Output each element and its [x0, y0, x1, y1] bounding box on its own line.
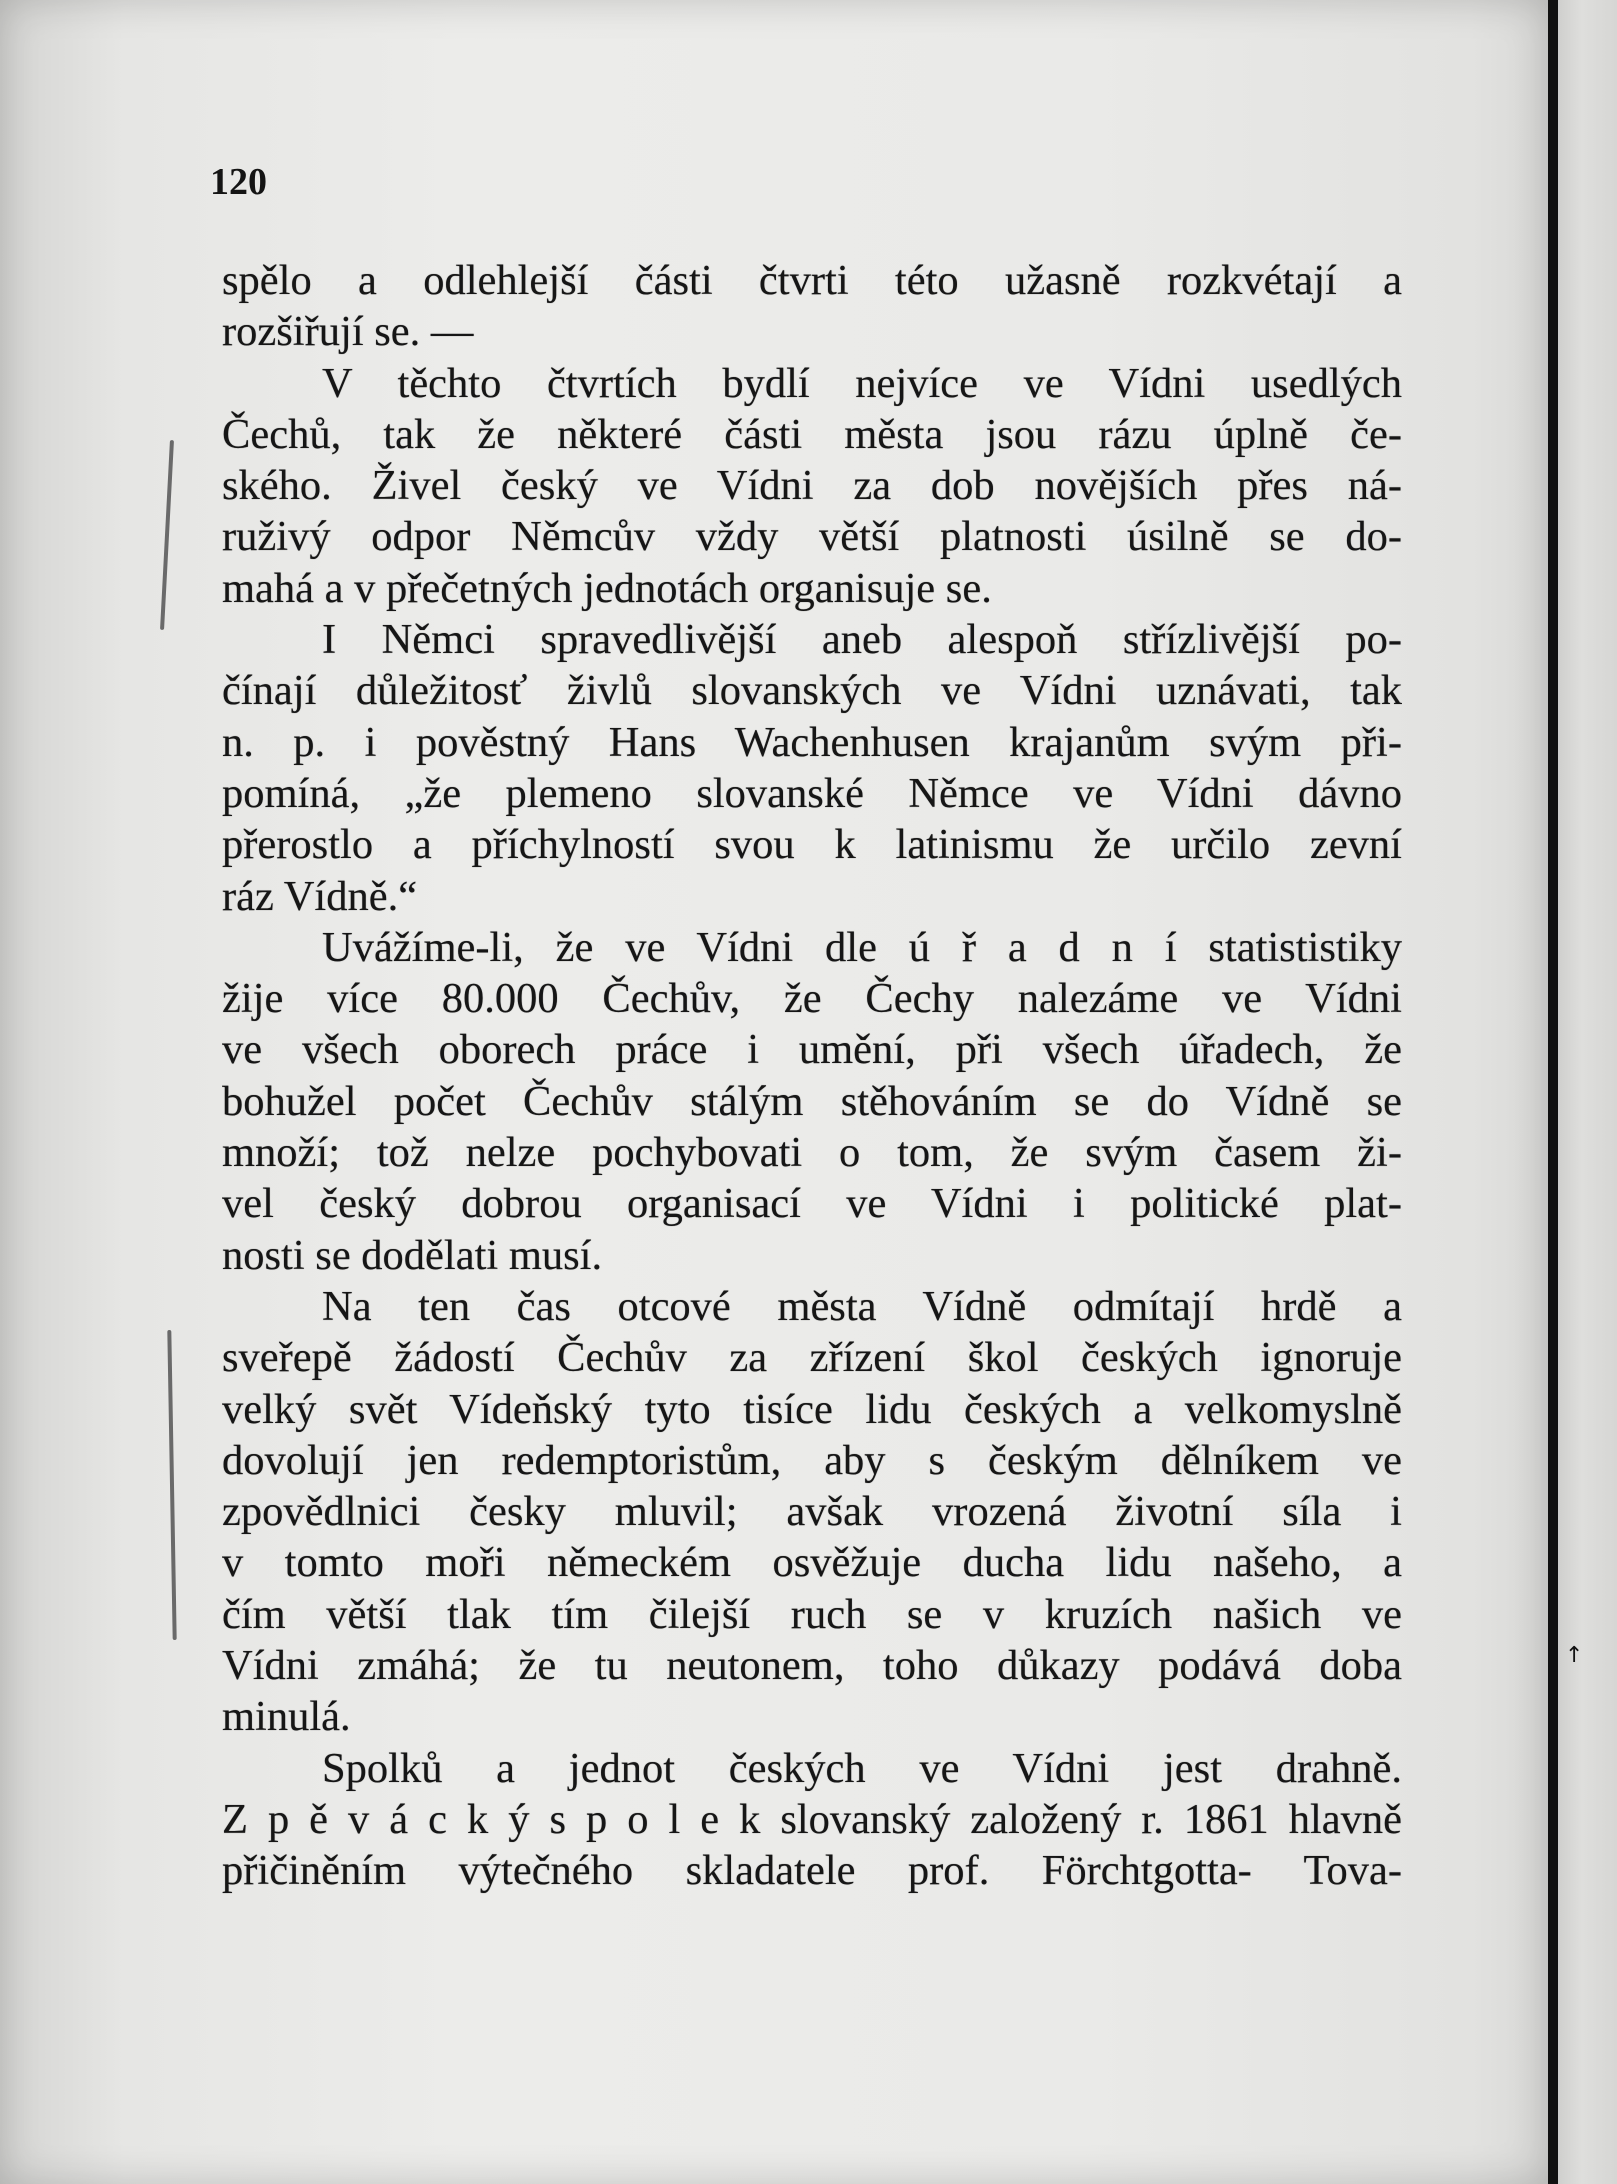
text-line: čím větší tlak tím čilejší ruch se v kruzích našich ve — [222, 1590, 1402, 1638]
text-line: Spolků a jednot českých ve Vídni jest drahně. — [322, 1744, 1402, 1792]
text-line: spělo a odlehlejší části čtvrti této užasně rozkvétají a — [222, 257, 1402, 304]
adjacent-page-edge — [1558, 0, 1617, 2184]
text-line: I Němci spravedlivější aneb alespoň střízlivější po- — [322, 616, 1402, 664]
text-line: ského. Živel český ve Vídni za dob novějších přes ná- — [222, 462, 1402, 510]
body-text — [222, 255, 1402, 1897]
text-line: velký svět Vídeňský tyto tisíce lidu českých a velkomyslně — [222, 1385, 1402, 1433]
text-line: v tomto moři německém osvěžuje ducha lidu našeho, a — [222, 1539, 1402, 1587]
text-line: sveřepě žádostí Čechův za zřízení škol českých ignoruje — [222, 1334, 1402, 1382]
text-line: mahá a v přečetných jednotách organisuje se. — [222, 564, 992, 612]
text-line: n. p. i pověstný Hans Wachenhusen krajanům svým při- — [222, 718, 1402, 766]
text-line: nosti se dodělati musí. — [222, 1231, 603, 1279]
text-line: přičiněním výtečného skladatele prof. Förchtgotta- Tova- — [222, 1847, 1402, 1895]
page-edge-arrow-icon: ↑ — [1565, 1643, 1584, 1668]
text-line: ve všech oborech práce i umění, při všech úřadech, že — [222, 1026, 1402, 1074]
text-line: zpovědlnici česky mluvil; avšak vrozená životní síla i — [222, 1488, 1402, 1536]
text-line: vel český dobrou organisací ve Vídni i politické plat- — [222, 1180, 1402, 1228]
text-line: čínají důležitosť živlů slovanských ve Vídni uznávati, tak — [222, 667, 1402, 715]
text-line: Z p ě v á c k ý s p o l e k slovanský založený r. 1861 hlavně — [222, 1795, 1402, 1843]
text-line: rozšiřují se. — — [222, 308, 474, 356]
text-line: Čechů, tak že některé části města jsou rázu úplně če- — [222, 410, 1402, 458]
text-line: žije více 80.000 Čechův, že Čechy nalezáme ve Vídni — [222, 975, 1402, 1023]
text-line: Uvážíme-li, že ve Vídni dle ú ř a d n í statististiky — [322, 923, 1402, 971]
margin-pencil-mark — [167, 1330, 176, 1640]
text-line: V těchto čtvrtích bydlí nejvíce ve Vídni usedlých — [322, 359, 1402, 407]
text-line: ráz Vídně.“ — [222, 872, 418, 920]
page-number: 120 — [210, 161, 267, 203]
text-line: množí; tož nelze pochybovati o tom, že svým časem ži- — [222, 1129, 1402, 1177]
binding-shadow — [1548, 0, 1558, 2184]
text-line: ruživý odpor Němcův vždy větší platnosti úsilně se do- — [222, 513, 1402, 561]
text-line: Vídni zmáhá; že tu neutonem, toho důkazy podává doba — [222, 1642, 1402, 1690]
text-line: bohužel počet Čechův stálým stěhováním se do Vídně se — [222, 1077, 1402, 1125]
text-line: Na ten čas otcové města Vídně odmítají hrdě a — [322, 1282, 1402, 1330]
text-line: dovolují jen redemptoristům, aby s českým dělníkem ve — [222, 1436, 1402, 1484]
text-line: přerostlo a příchylností svou k latinismu že určilo zevní — [222, 821, 1402, 869]
margin-pencil-mark — [160, 440, 174, 630]
text-line: minulá. — [222, 1693, 351, 1741]
text-line: pomíná, „že plemeno slovanské Němce ve Vídni dávno — [222, 769, 1402, 817]
